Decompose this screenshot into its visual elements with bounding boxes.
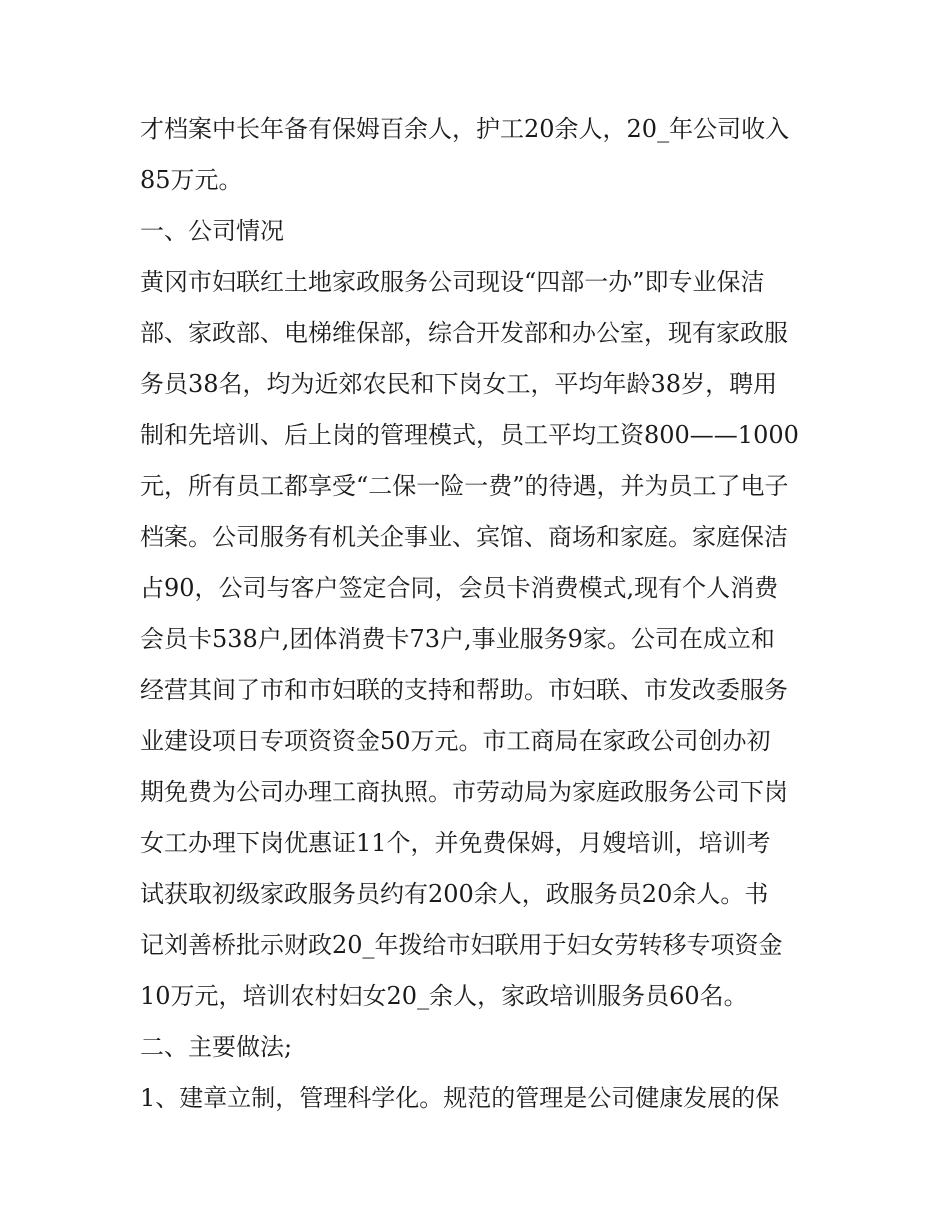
- text-line: 试获取初级家政服务员约有200余人，政服务员20余人。书: [140, 880, 769, 908]
- text-line: 档案。公司服务有机关企事业、宾馆、商场和家庭。家庭保洁: [140, 523, 788, 551]
- text-line: 记刘善桥批示财政20_年拨给市妇联用于妇女劳转移专项资金: [140, 931, 783, 959]
- text-line: 部、家政部、电梯维保部，综合开发部和办公室，现有家政服: [140, 319, 788, 347]
- text-line: 85万元。: [140, 166, 243, 194]
- text-line: 制和先培训、后上岗的管理模式，员工平均工资800——1000: [140, 421, 799, 449]
- section-heading: 二、主要做法;: [140, 1033, 293, 1061]
- text-line: 10万元，培训农村妇女20_余人，家政培训服务员60名。: [140, 982, 748, 1010]
- section-heading: 一、公司情况: [140, 217, 284, 245]
- document-body: [140, 104, 820, 1124]
- text-line: 占90，公司与客户签定合同，会员卡消费模式,现有个人消费: [140, 574, 779, 602]
- text-line: 业建设项日专项资资金50万元。市工商局在家政公司创办初: [140, 727, 771, 755]
- text-line: 期免费为公司办理工商执照。市劳动局为家庭政服务公司下岗: [140, 778, 788, 806]
- text-line: 1、建章立制，管理科学化。规范的管理是公司健康发展的保: [140, 1084, 780, 1112]
- text-line: 务员38名，均为近郊农民和下岗女工，平均年龄38岁，聘用: [140, 370, 778, 398]
- text-line: 黄冈市妇联红土地家政服务公司现设“四部一办”即专业保洁: [140, 268, 765, 296]
- text-line: 女工办理下岗优惠证11个，并免费保姆，月嫂培训，培训考: [140, 829, 771, 857]
- text-line: 会员卡538户,团体消费卡73户,事业服务9家。公司在成立和: [140, 625, 775, 653]
- text-line: 才档案中长年备有保姆百余人，护工20余人，20_年公司收入: [140, 115, 790, 143]
- text-line: 经营其间了市和市妇联的支持和帮助。市妇联、市发改委服务: [140, 676, 788, 704]
- text-line: 元，所有员工都享受“二保一险一费”的待遇，并为员工了电子: [140, 472, 789, 500]
